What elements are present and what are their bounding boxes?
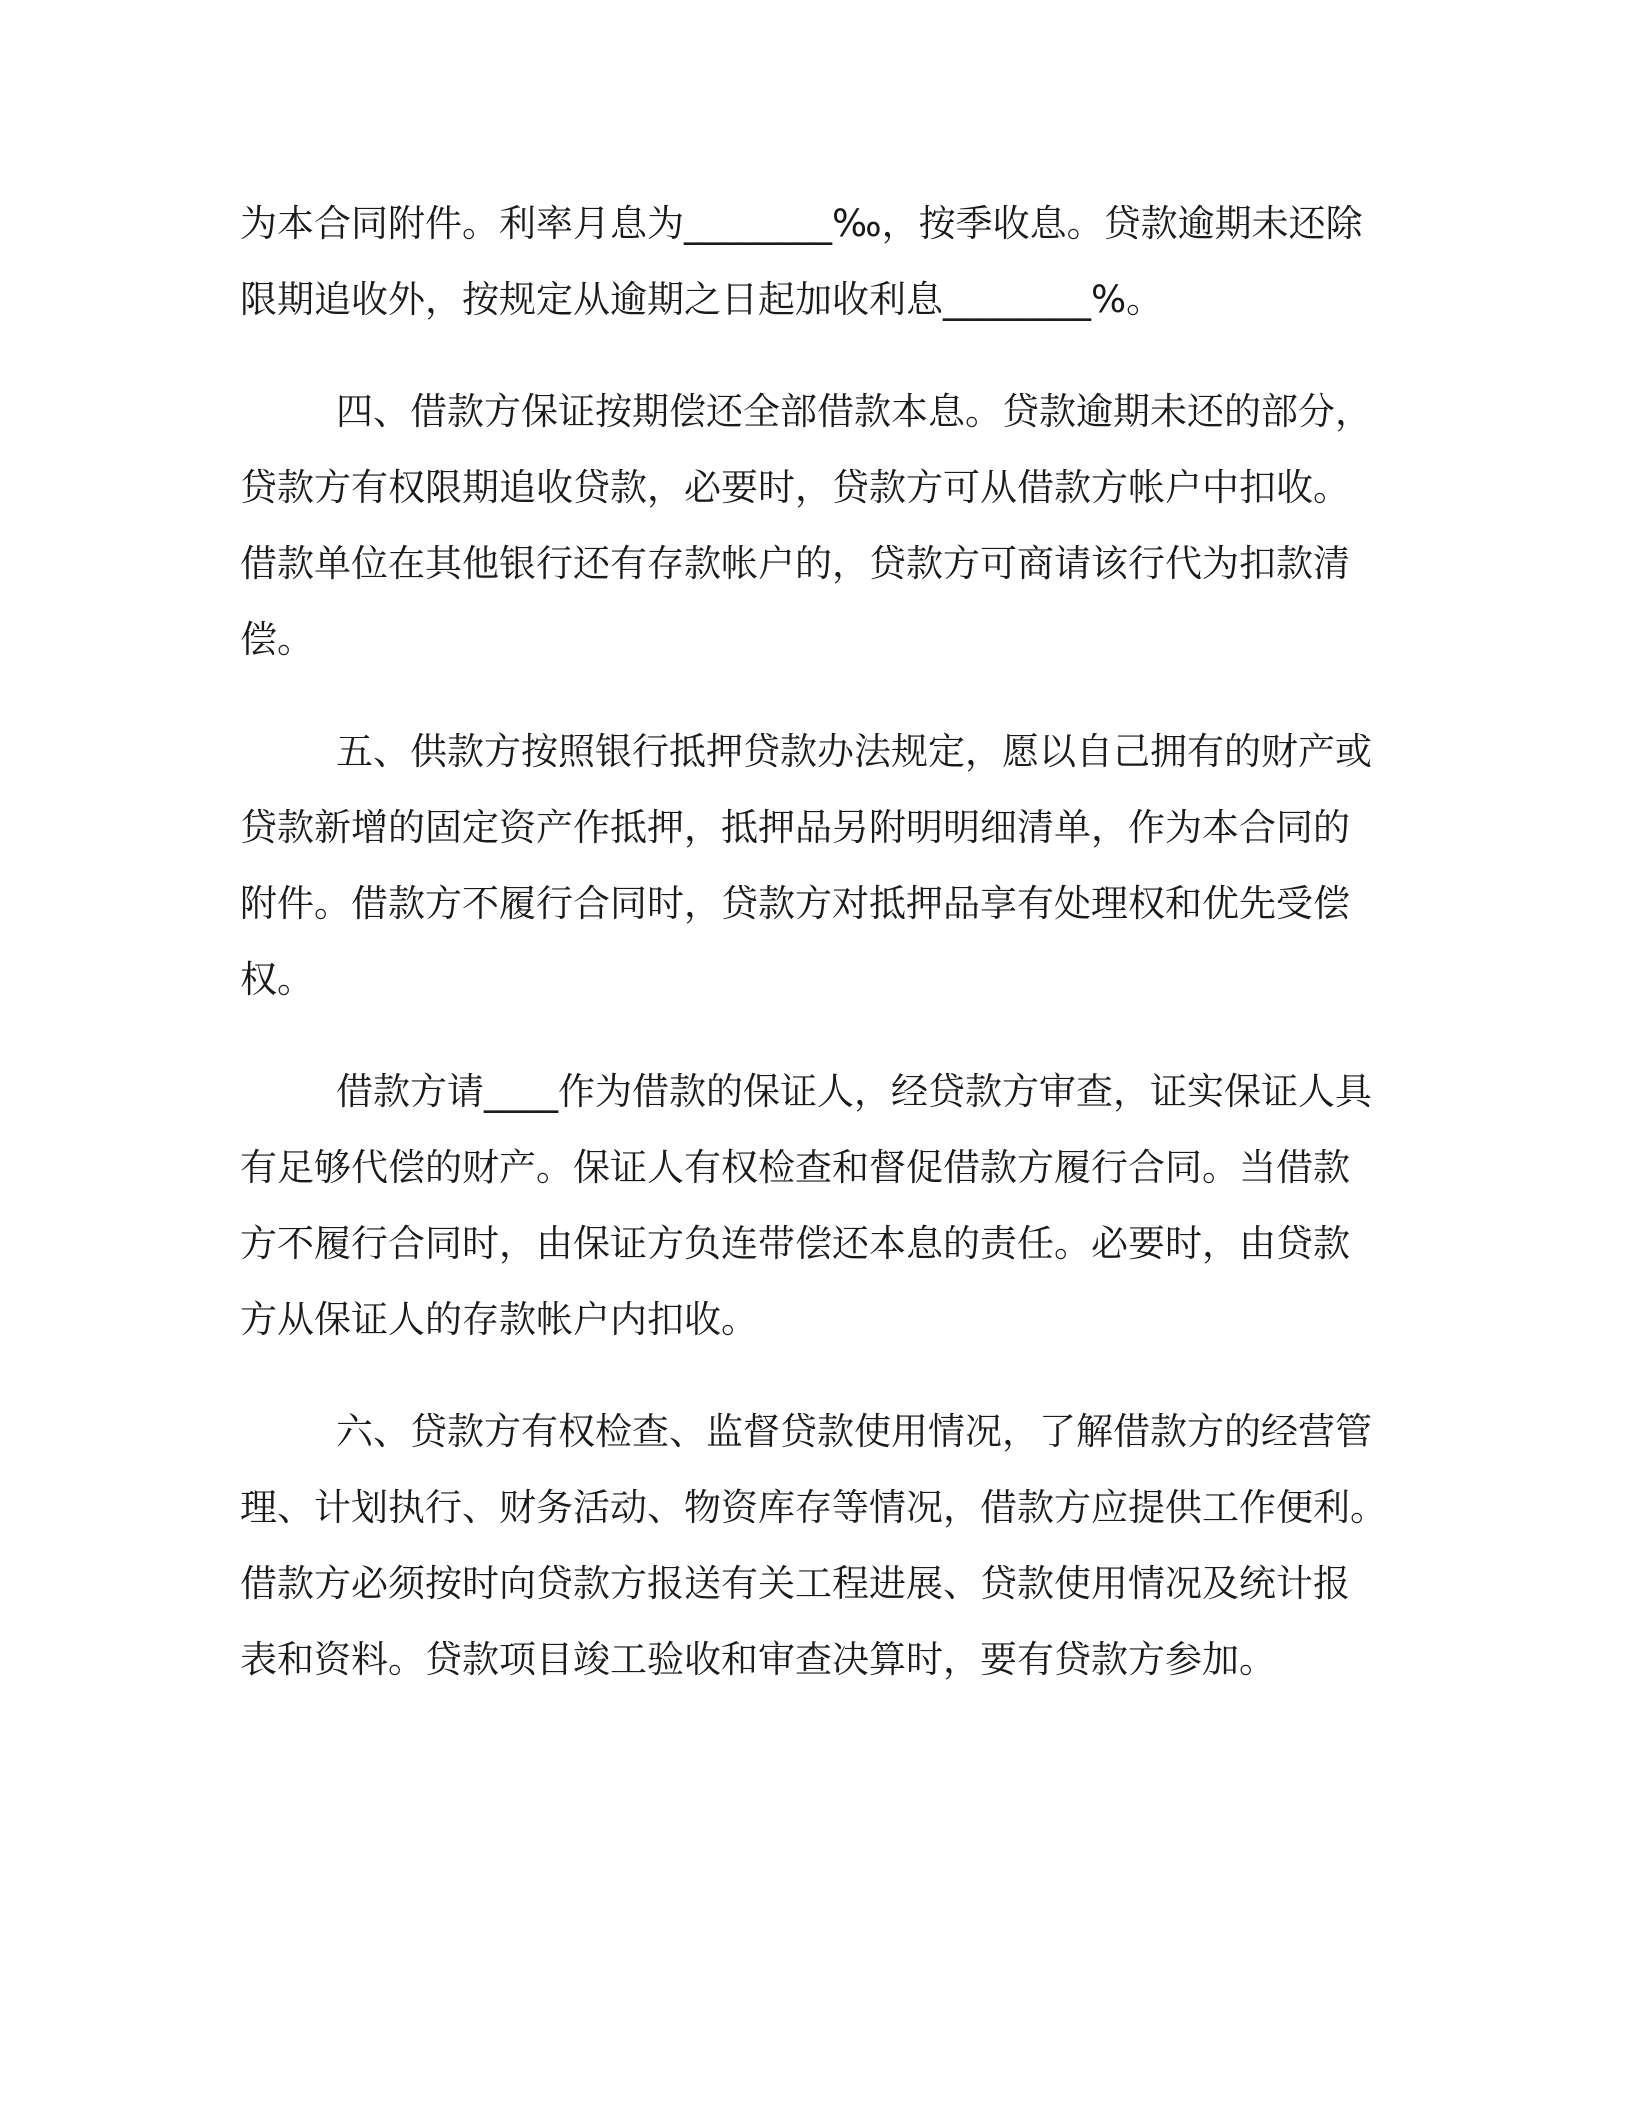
text-line: 表和资料。贷款项目竣工验收和审查决算时，要有贷款方参加。	[240, 1638, 1276, 1681]
text-line: 限期追收外，按规定从逾期之日起加收利息________%。	[240, 278, 1164, 321]
paragraph-clause-5	[240, 714, 1400, 1018]
text-line: 四、借款方保证按期偿还全部借款本息。贷款逾期未还的部分，	[336, 390, 1372, 433]
document-body	[240, 186, 1400, 1698]
text-line: 方从保证人的存款帐户内扣收。	[240, 1298, 758, 1341]
text-line: 借款单位在其他银行还有存款帐户的，贷款方可商请该行代为扣款清	[240, 542, 1350, 585]
paragraph-guarantor	[240, 1054, 1400, 1358]
text-line: 方不履行合同时，由保证方负连带偿还本息的责任。必要时，由贷款	[240, 1222, 1350, 1265]
text-line: 借款方必须按时向贷款方报送有关工程进展、贷款使用情况及统计报	[240, 1562, 1350, 1605]
paragraph-gap	[240, 1018, 1400, 1054]
text-line: 为本合同附件。利率月息为________‰，按季收息。贷款逾期未还除	[240, 202, 1363, 245]
text-line: 理、计划执行、财务活动、物资库存等情况，借款方应提供工作便利。	[240, 1486, 1387, 1529]
text-line: 贷款新增的固定资产作抵押，抵押品另附明明细清单，作为本合同的	[240, 806, 1350, 849]
text-line: 偿。	[240, 618, 314, 661]
text-line: 有足够代偿的财产。保证人有权检查和督促借款方履行合同。当借款	[240, 1146, 1350, 1189]
paragraph-interest-terms	[240, 186, 1400, 338]
text-line: 六、贷款方有权检查、监督贷款使用情况，了解借款方的经营管	[336, 1410, 1372, 1453]
text-line: 五、供款方按照银行抵押贷款办法规定，愿以自己拥有的财产或	[336, 730, 1372, 773]
paragraph-gap	[240, 338, 1400, 374]
text-line: 权。	[240, 958, 314, 1001]
text-line: 贷款方有权限期追收贷款，必要时，贷款方可从借款方帐户中扣收。	[240, 466, 1350, 509]
paragraph-gap	[240, 678, 1400, 714]
text-line: 借款方请____作为借款的保证人，经贷款方审查，证实保证人具	[336, 1070, 1372, 1113]
text-line: 附件。借款方不履行合同时，贷款方对抵押品享有处理权和优先受偿	[240, 882, 1350, 925]
paragraph-gap	[240, 1358, 1400, 1394]
paragraph-clause-6	[240, 1394, 1400, 1698]
paragraph-clause-4	[240, 374, 1400, 678]
